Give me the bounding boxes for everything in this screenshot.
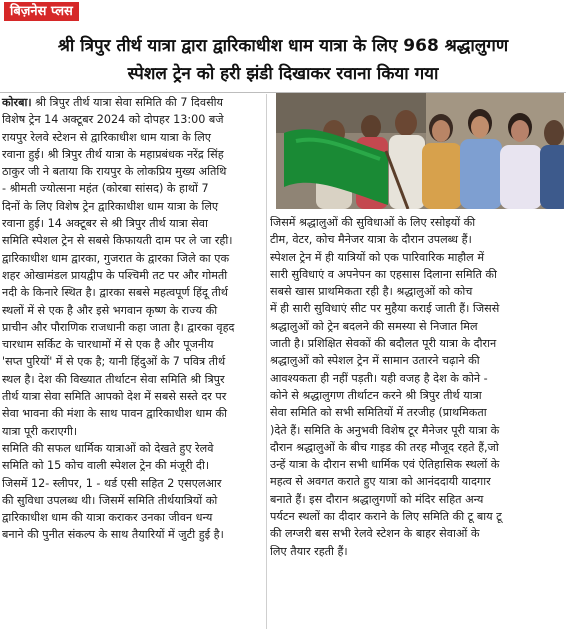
right-line: स्पेशल ट्रेन में ही यात्रियों को एक पारिवारिक माहौल में (270, 250, 485, 264)
news-photo (276, 93, 564, 209)
left-line: प्राचीन और पौराणिक राजधानी कहा जाता है। द्वारका वृहद (2, 320, 235, 334)
left-line: शहर ओखामंडल प्रायद्वीप के पश्चिमी तट पर और गोमती (2, 268, 228, 282)
left-line: विशेष ट्रेन 14 अक्टूबर 2024 को दोपहर 13:00 बजे (2, 113, 224, 127)
right-line: की लग्जरी बस सभी रेलवे स्टेशन के बाहर सेवाओं के (270, 527, 480, 541)
left-line: स्थलों में से एक है और इसे भगवान कृष्ण के राज्य की (2, 303, 218, 317)
right-line: सबसे खास प्राथमिकता रही है। श्रद्धालुओं को कोच (270, 285, 473, 299)
right-line: श्रद्धालुओं को स्पेशल ट्रेन में सामान उतारने चढ़ाने की (270, 354, 480, 368)
right-column (270, 214, 564, 560)
right-line: )देते हैं। समिति के अनुभवी विशेष टूर मैनेजर पूरी यात्रा के (270, 423, 500, 437)
left-line: रवाना हुई। 14 अक्टूबर से श्री त्रिपुर तीर्थ यात्रा सेवा (2, 217, 208, 231)
brand-label: बिज़नेस प्लस (4, 2, 79, 21)
right-line: बनाते हैं। इस दौरान श्रद्धालुगणों को मंदिर सहित अन्य (270, 492, 484, 506)
left-line: नदी के किनारे स्थित है। द्वारका सबसे महत्वपूर्ण हिंदू तीर्थ (2, 286, 228, 300)
left-column (2, 94, 265, 544)
right-line: उन्हें यात्रा के दौरान सभी धार्मिक एवं ऐतिहासिक स्थलों के (270, 458, 500, 472)
left-line-text: श्री त्रिपुर तीर्थ यात्रा सेवा समिति की 7 दिवसीय (31, 96, 224, 109)
right-line: जाती है। प्रशिक्षित सेवकों की बदौलत पूरी यात्रा के दौरान (270, 337, 497, 351)
right-line: आवश्यकता ही नहीं पड़ती। यही वजह है देश के कोने - (270, 371, 488, 385)
right-line: महत्व से अवगत कराते हुए यात्रा को आनंददायी यादगार (270, 475, 491, 489)
left-line: - श्रीमती ज्योत्सना महंत (कोरबा सांसद) के हाथों 7 (2, 182, 209, 196)
left-line: रायपुर रेलवे स्टेशन से द्वारिकाधीश धाम यात्रा के लिए (2, 130, 211, 144)
left-line: जिसमें 12- स्लीपर, 1 - थर्ड एसी सहित 2 एसएलआर (2, 476, 222, 490)
right-line: पर्यटन स्थलों का दीदार कराने के लिए समिति की टू बाय टू (270, 510, 502, 524)
right-line: सेवा समिति को सभी समितियों में तरजीह (प्राथमिकता (270, 406, 487, 420)
left-line: सेवा भावना की मंशा के साथ पावन द्वारिकाधीश धाम की (2, 407, 227, 421)
right-line: श्रद्धालुओं को ट्रेन बदलने की समस्या से निजात मिल (270, 319, 478, 333)
right-line: दौरान श्रद्धालुओं के बीच गाइड की तरह मौजूद रहते हैं,जो (270, 440, 499, 454)
right-line: में ही सारी सुविधाएं सीट पर मुहैया कराई जाती हैं। जिससे (270, 302, 500, 316)
left-line (2, 94, 265, 111)
left-line: दिनों के लिए विशेष ट्रेन द्वारिकाधीश धाम यात्रा के लिए (2, 199, 219, 213)
left-line: बनाने की पुनीत संकल्प के साथ तैयारियों में जुटी हुई है। (2, 528, 224, 542)
left-line: समिति की सफल धार्मिक यात्राओं को देखते हुए रेलवे (2, 441, 214, 455)
left-line: द्वारिकाधीश धाम की यात्रा कराकर उनका जीवन धन्य (2, 511, 213, 525)
column-divider (266, 94, 267, 629)
left-line: चारधाम सर्किट के चारधामों में से एक है और पूजनीय (2, 338, 214, 352)
right-line: जिसमें श्रद्धालुओं की सुविधाओं के लिए रसोइयों की (270, 216, 476, 229)
left-line: ठाकुर जी ने बताया कि रायपुर के लोकप्रिय मुख्य अतिथि (2, 165, 227, 179)
right-line: टीम, वेटर, कोच मैनेजर यात्रा के दौरान उपलब्ध हैं। (270, 233, 472, 247)
left-line: यात्रा पूरी कराएगी। (2, 424, 78, 438)
left-line: स्थल है। देश की विख्यात तीर्थाटन सेवा समिति श्री त्रिपुर (2, 372, 225, 386)
right-line: सारी सुविधाएं व अपनेपन का एहसास दिलाना समिति की (270, 267, 497, 281)
headline-line-2: स्पेशल ट्रेन को हरी झंडी दिखाकर रवाना किया गया (127, 64, 439, 84)
left-line: द्वारिकाधीश धाम द्वारका, गुजरात के द्वारका जिले का एक (2, 251, 230, 265)
left-line: 'सप्त पुरियों' में से एक है; यानी हिंदुओं के 7 पवित्र तीर्थ (2, 355, 226, 369)
left-line: की सुविधा उपलब्ध थी। जिसमें समिति तीर्थयात्रियों को (2, 493, 218, 507)
right-line: कोने से श्रद्धालुगण तीर्थाटन करने श्री त्रिपुर तीर्थ यात्रा (270, 388, 482, 402)
left-line: रवाना हुई। श्री त्रिपुर तीर्थ यात्रा के महाप्रबंधक नरेंद्र सिंह (2, 147, 224, 161)
left-line: तीर्थ यात्रा सेवा समिति आपको देश में सबसे सस्ते दर पर (2, 390, 227, 404)
headline-line-1: श्री त्रिपुर तीर्थ यात्रा द्वारा द्वारिकाधीश धाम यात्रा के लिए 968 श्रद्धालुगण (57, 36, 509, 56)
dateline: कोरबा। (2, 96, 32, 109)
left-line: समिति स्पेशल ट्रेन से सबसे किफायती दाम पर ले जा रही। (2, 234, 233, 248)
left-line: समिति को 15 कोच वाली स्पेशल ट्रेन की मंजूरी दी। (2, 459, 210, 473)
right-line: लिए तैयार रहती हैं। (270, 544, 348, 558)
